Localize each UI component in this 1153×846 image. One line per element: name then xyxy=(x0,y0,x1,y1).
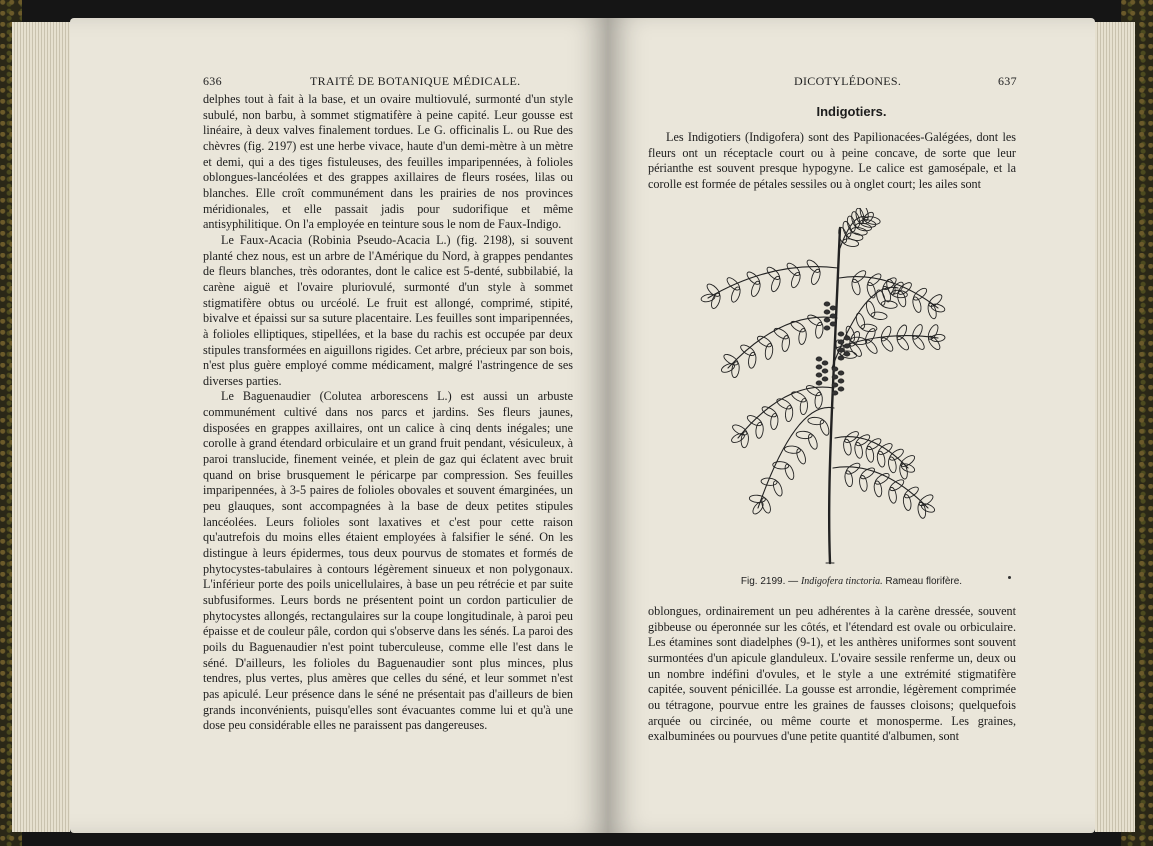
left-paragraph-3: Le Baguenaudier (Colutea arborescens L.) est aussi un arbuste communément cultivé dans nos parcs et jardins. Ses fleurs jaunes, disposées en grappes axillaires, ont un calice à cinq dents inégales; une corolle à grand étendard orbiculaire et un grand fruit pendant, vésiculeux, à paroi translucide, finement veinée, et plein de gaz qui éclatent avec bruit quand on brise brusquement le péricarpe par compression. Ses feuilles imparipennées, à 3-5 paires de folioles obovales et souvent émarginées, un peu glauques, sont accompagnées à la base de deux petites stipules lancéolées. Leurs folioles sont laxatives et c'est pour cette raison qu'autrefois du moins elles étaient employées à falsifier le séné. On les distingue à leurs épidermes, tous deux pourvus de stomates et formés de phytocystes-tabulaires à contours légèrement sinueux et non polygonaux. L'inférieur porte des poils unicellulaires, à base un peu rétrécie et par suite subfusiformes. Leurs bords ne présentent point un cordon particulier de phytocystes allongés, rectangulaires sur la coupe longitudinale, à paroi peu épaisse et de couleur pâle, cordon qui s'observe dans les sénés. La paroi des poils du Baguenaudier n'est point tuberculeuse, comme elle l'est dans le séné. D'ailleurs, les folioles du Baguenaudier sont plus minces, plus tendres, plus vertes, plus amères que celles du séné, et leur sommet n'est pas apiculé. Leur présence dans le séné ne présentait pas d'ailleurs de bien grands inconvénients, puisqu'elles sont évacuantes comme lui et qu'à une dose peu considérable elles ne paraissent pas dangereuses. xyxy=(203,389,573,733)
indigofera-illustration xyxy=(608,208,1095,568)
left-paragraph-2: Le Faux-Acacia (Robinia Pseudo-Acacia L.) (fig. 2198), si souvent planté chez nous, est un arbre de l'Amérique du Nord, à grappes pendantes de fleurs blanches, très odorantes, dont le calice est 5-denté, subbilabié, la carène aiguë et l'ovaire pluriovulé, surmonté d'un style à sommet stigmatifère obtus ou urcéolé. Le fruit est allongé, comprimé, stipité, bivalve et épaissi sur sa suture placentaire. Les feuilles sont imparipennées, à folioles elliptiques, stipellées, et la base du rachis est occupée par deux stipules transformées en aiguillons rigides. Cet arbre, précieux par son bois, n'est plus guère employé comme médicament, malgré l'astringence de ses diverses parties. xyxy=(203,232,573,388)
section-title: Indigotiers. xyxy=(816,104,887,119)
right-page xyxy=(608,18,1095,833)
paper-speck xyxy=(1008,576,1011,579)
figure-caption-species: Indigofera tinctoria. xyxy=(800,576,883,587)
left-paragraph-1: delphes tout à fait à la base, et un ovaire multiovulé, surmonté d'un style subulé, non barbu, à sommet stigmatifère à peine capité. Leur gousse est linéaire, à deux valves finalement tordues. Le G. officinalis L. ou Rue des chèvres (fig. 2197) est une herbe vivace, haute d'un demi-mètre à un mètre et demi, qui a des tiges fistuleuses, des feuilles imparipennées, à folioles oblongues-lancéolées et des grappes axillaires de fleurs rosées, lilas ou blanches. Elle croît communément dans les prairies de nos provinces méridionales, et elle passait jadis pour sudorifique et même antisyphilitique. On l'a employée en teinture sous le nom de Faux-Indigo. xyxy=(203,92,573,232)
page-edges-left xyxy=(12,22,70,832)
left-page xyxy=(70,18,608,833)
right-running-head: DICOTYLÉDONES. xyxy=(794,74,902,88)
right-intro-paragraph: Les Indigotiers (Indigofera) sont des Papilionacées-Galégées, dont les fleurs ont un réceptacle court ou à peine concave, de sorte que leur périanthe est souvent presque hypogyne. Le calice est gamosépale, et la corolle est formée de pétales sessiles ou à onglet court; les ailes sont xyxy=(648,130,1016,191)
left-running-head: TRAITÉ DE BOTANIQUE MÉDICALE. xyxy=(310,74,521,88)
right-continuation-text xyxy=(648,604,1016,745)
right-continuation-paragraph: oblongues, ordinairement un peu adhérentes à la carène dressée, souvent gibbeuse ou éperonnée sur les côtés, et l'étendard est ovale ou orbiculaire. Les étamines sont diadelphes (9-1), et les anthères uniformes sont souvent surmontées d'un apicule glanduleux. L'ovaire sessile renferme un, deux ou un nombre indéfini d'ovules, et le style a une extrémité stigmatifère capitée, souvent pénicillée. La gousse est arrondie, légèrement comprimée ou tétragone, pourvue entre les graines de fausses cloisons; quelquefois arquée ou circinée, ou même courte et monosperme. Les graines, exalbuminées ou pourvues d'une petite quantité d'albumen, sont xyxy=(648,604,1016,744)
right-intro-text xyxy=(648,130,1016,193)
figure-caption xyxy=(608,576,1095,587)
figure-caption-suffix: Rameau florifère. xyxy=(885,576,963,587)
page-edges-right xyxy=(1095,22,1135,832)
figure-caption-prefix: Fig. 2199. — xyxy=(740,576,799,587)
left-page-number: 636 xyxy=(203,74,222,88)
left-body-text xyxy=(203,92,573,734)
right-page-number: 637 xyxy=(998,74,1017,88)
